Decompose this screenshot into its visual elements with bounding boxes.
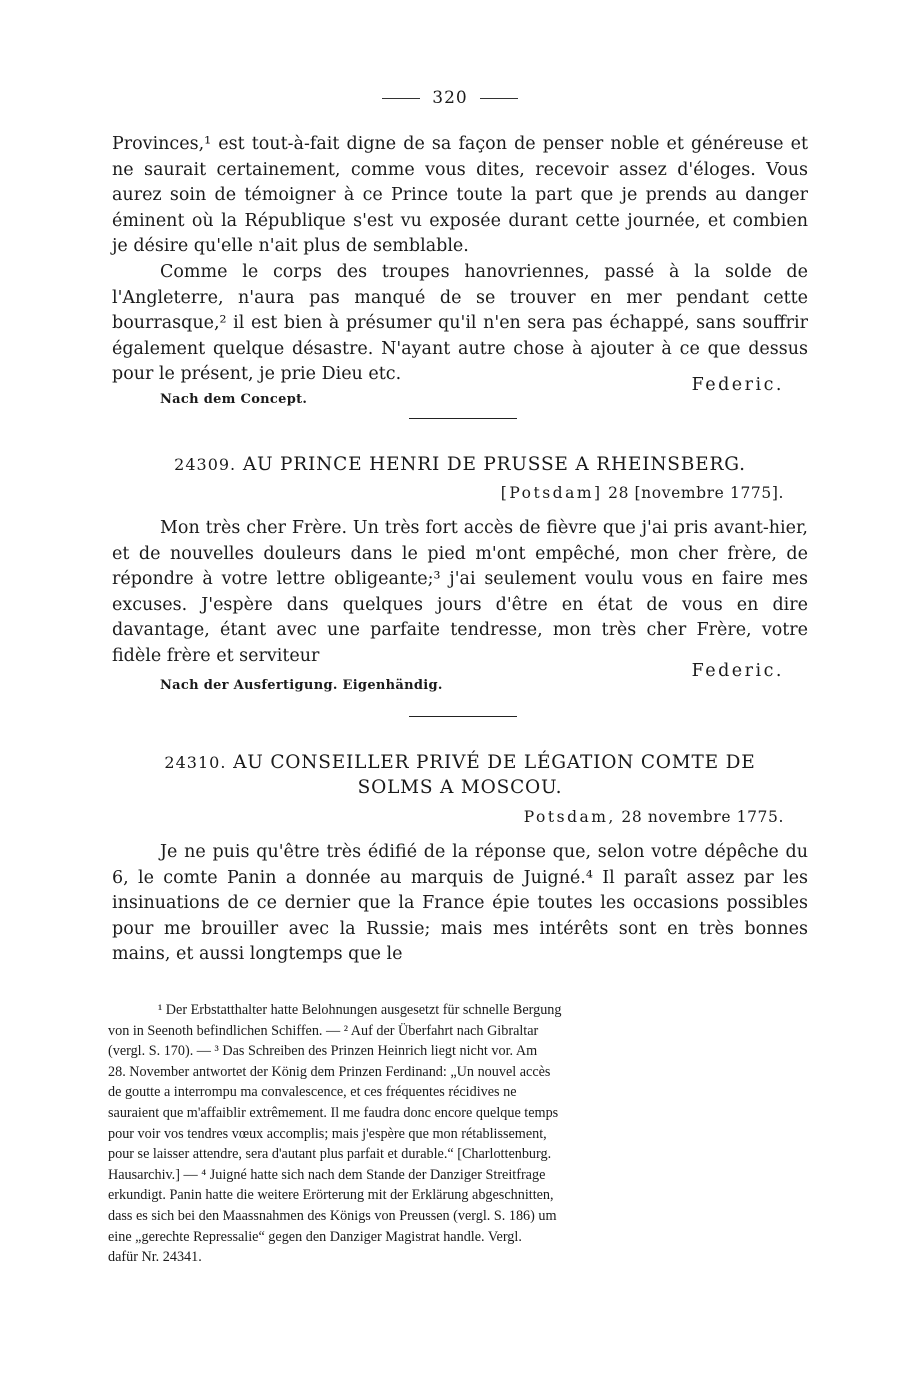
text-line: dépêche du 6, le comte Panin a donnée au marquis de Juigné.⁴ Il [112,842,808,888]
text-line: mes intérêts sont en très bonnes mains, et aussi longtemps que le [112,918,808,965]
date-place: [Potsdam] [500,484,603,502]
letter-24310-body [112,840,808,968]
source-note: Nach dem Concept. [160,392,308,407]
text-line: vous en faire mes excuses. J'espère dans quelques jours d'être en état [112,569,808,615]
footnote-line: Hausarchiv.] — ⁴ Juigné hatte sich nach dem Stande der Danziger Streitfrage [108,1166,546,1183]
text-line: que dessus pour le présent, je prie Dieu etc. [112,338,808,385]
text-line: très cher Frère, votre fidèle frère et serviteur [112,620,808,666]
text-line: d'éloges. Vous aurez soin de témoigner à ce Prince toute la part que [112,159,808,206]
letter-heading [112,750,808,800]
footnote-line: pour se laisser attendre, sera d'autant plus parfait et durable.“ [Charlottenburg. [108,1146,552,1163]
text-line: paraît assez par les insinuations de ce dernier que la France épie [112,867,808,914]
dateline [501,484,784,502]
footnote-line: eine „gerechte Repressalie“ gegen den Danziger Magistrat handle. Vergl. [108,1228,522,1245]
text-line: Comme le corps des troupes hanovriennes, passé à la solde de [160,261,808,282]
paragraph [112,132,808,260]
footnote-line: von in Seenoth befindlichen Schiffen. — ² Auf der Überfahrt nach Gibraltar [108,1022,539,1039]
page-number-dash-right [480,98,518,99]
footnote-line: dafür Nr. 24341. [108,1249,202,1266]
text-line: généreuse et ne saurait certainement, comme vous dites, recevoir assez [112,134,808,180]
date-place: Potsdam, [523,808,616,826]
section-divider [409,418,517,419]
footnote-line: dass es sich bei den Maassnahmen des Königs von Preussen (vergl. S. 186) um [108,1207,557,1224]
page-number: 320 [432,88,468,108]
text-line: Provinces,¹ est tout-à-fait digne de sa façon de penser noble et [112,134,684,154]
footnote-line: pour voir vos tendres vœux accomplis; mais j'espère que mon rétablissement, [108,1125,547,1142]
letter-title-line-2: SOLMS A MOSCOU. [357,777,563,798]
footnote-line: erkundigt. Panin hatte die weitere Erörterung mit der Erklärung abgeschnitten, [108,1187,554,1204]
paragraph [112,840,808,968]
footnotes [108,1000,808,1268]
letter-heading [112,452,808,477]
section-divider [409,716,517,717]
dateline [524,808,784,826]
footnote-line: 28. November antwortet der König dem Prinzen Ferdinand: „Un nouvel accès [108,1063,551,1080]
text-line: cette journée, et combien je désire qu'elle n'ait plus de semblable. [112,210,808,257]
letter-title: AU PRINCE HENRI DE PRUSSE A RHEINSBERG. [242,454,746,475]
date-text: 28 novembre 1775. [621,808,784,826]
date-text: 28 [novembre 1775]. [608,484,784,502]
footnote-line: sauraient que m'affaiblir extrêmement. Il me faudra donc encore quelque temps [108,1104,559,1121]
text-line: avant-hier, et de nouvelles douleurs dans le pied m'ont empêché, mon [112,518,808,564]
footnote-line: de goutte a interrompu ma convalescence, et ces fréquentes récidives ne [108,1084,517,1101]
footnote-line: ¹ Der Erbstatthalter hatte Belohnungen ausgesetzt für schnelle Bergung [158,1002,562,1018]
text-line: l'Angleterre, n'aura pas manqué de se trouver en mer pendant cette [112,287,808,308]
paragraph [112,260,808,388]
letter-title-line-1: AU CONSEILLER PRIVÉ DE LÉGATION COMTE DE [233,752,756,773]
letter-number: 24310. [164,753,227,772]
text-line: cher frère, de répondre à votre lettre obligeante;³ j'ai seulement voulu [112,543,808,590]
page-number-line [0,88,900,108]
footnote-line: (vergl. S. 170). — ³ Das Schreiben des Prinzen Heinrich liegt nicht vor. Am [108,1043,538,1060]
paragraph [112,516,808,670]
page-number-dash-left [382,98,420,99]
letter-24309-body [112,516,808,670]
text-line: Mon très cher Frère. Un très fort accès de fièvre que j'ai pris [160,518,708,538]
signature: Federic. [691,661,784,681]
text-line: toutes les occasions possibles pour me brouiller avec la Russie; mais [112,893,808,939]
text-line: je prends au danger éminent où la République s'est vu exposée durant [112,185,808,231]
source-note: Nach der Ausfertigung. Eigenhändig. [160,678,443,693]
text-line: de vous en dire davantage, étant avec une parfaite tendresse, mon [112,594,808,641]
letter-previous-body [112,132,808,388]
text-line: Je ne puis qu'être très édifié de la réponse que, selon votre [160,842,698,862]
signature: Federic. [691,375,784,395]
text-line: bourrasque,² il est bien à présumer qu'il n'en sera pas échappé, sans [112,313,736,334]
text-line: souffrir également quelque désastre. N'ayant autre chose à ajouter à ce [112,313,808,359]
letter-number: 24309. [174,455,237,474]
